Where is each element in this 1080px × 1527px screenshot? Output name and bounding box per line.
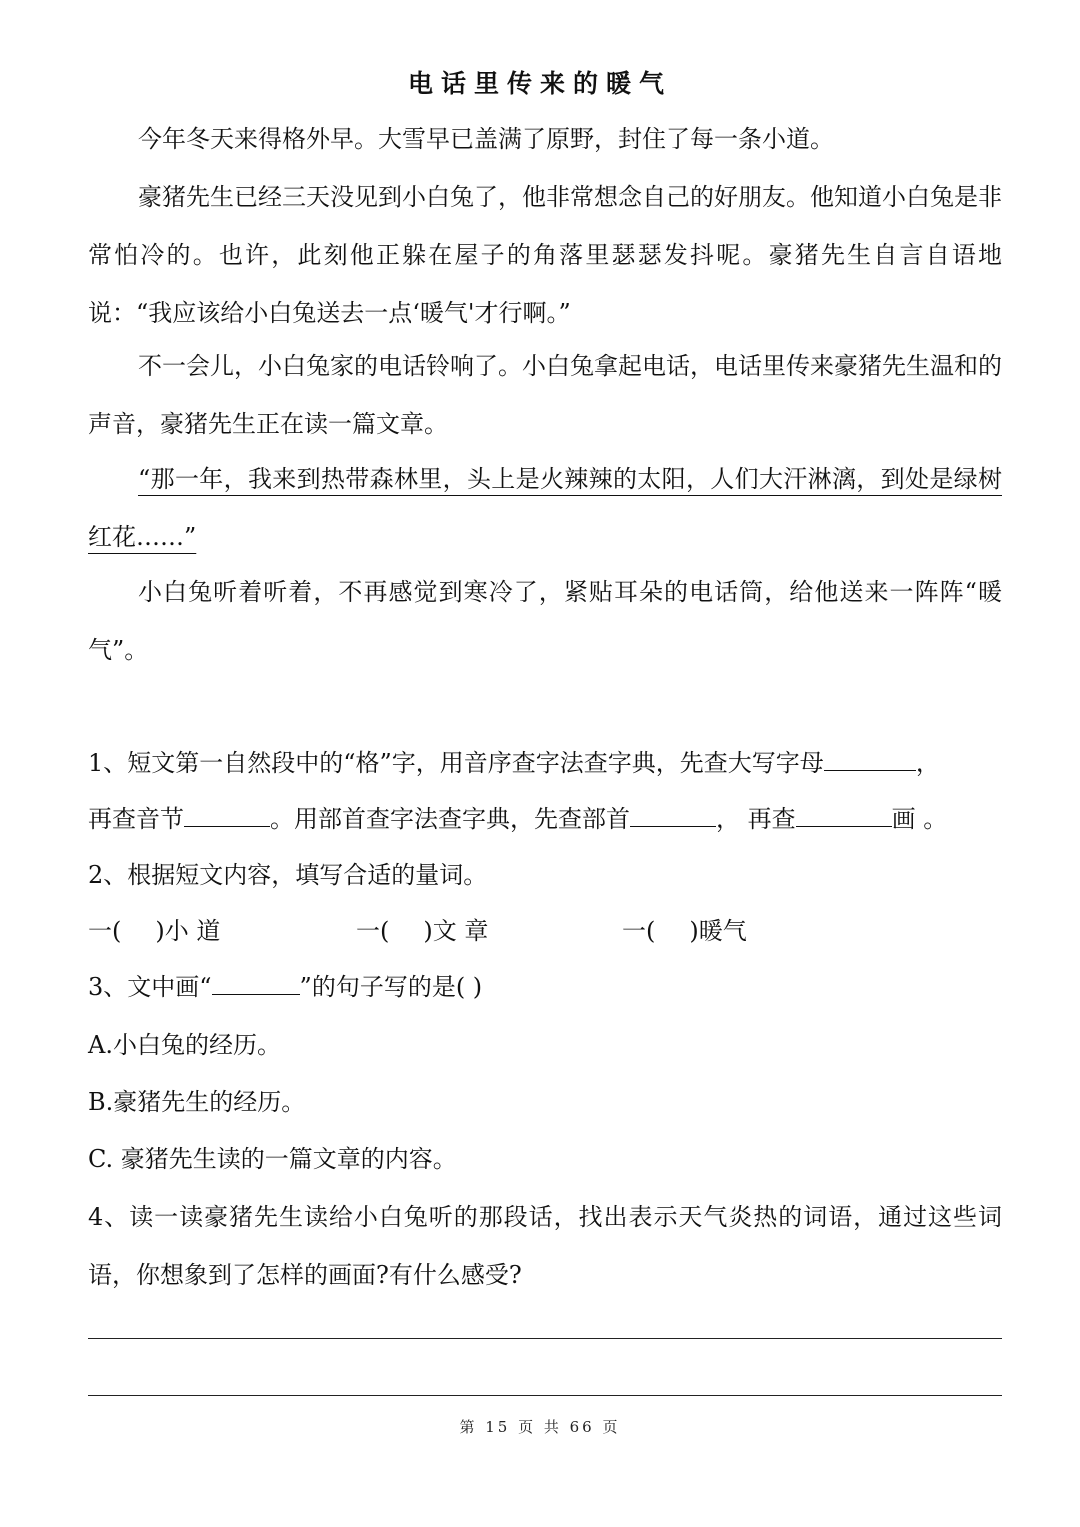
story-paragraph-4-underlined: [88, 450, 1002, 566]
measure-word-item-2: [356, 903, 622, 960]
question-1-text-e: 画 。: [891, 805, 948, 833]
question-1-text-d: ， 再查: [716, 805, 796, 833]
option-b[interactable]: B.豪猪先生的经历。: [88, 1088, 306, 1116]
question-3-text-a: 3、文中画“: [88, 973, 212, 1001]
story-paragraph-3: 不一会儿，小白兔家的电话铃响了。小白兔拿起电话，电话里传来豪猪先生温和的声音，豪猪先生正在读一篇文章。: [88, 352, 1002, 438]
item-3-word: )暖气: [689, 917, 747, 945]
item-1-open: 一(: [88, 917, 122, 945]
question-2-items: [88, 903, 1002, 960]
measure-word-item-3: [622, 903, 747, 960]
question-2: 2、根据短文内容，填写合适的量词。: [88, 861, 488, 889]
story-paragraph-1: 今年冬天来得格外早。大雪早已盖满了原野，封住了每一条小道。: [138, 125, 834, 153]
item-1-word: )小 道: [155, 917, 221, 945]
page-title: 电话里传来的暖气: [407, 69, 672, 98]
item-2-word: )文 章: [423, 917, 489, 945]
underlined-sentence: “那一年，我来到热带森林里，头上是火辣辣的太阳，人们大汗淋漓，到处是绿树红花……”: [88, 465, 1002, 551]
item-2-open: 一(: [356, 917, 390, 945]
answer-line-2[interactable]: [88, 1395, 1002, 1396]
story-paragraph-5: 小白兔听着听着，不再感觉到寒冷了，紧贴耳朵的电话筒，给他送来一阵阵“暖气”。: [88, 578, 1002, 664]
option-a[interactable]: A.小白兔的经历。: [88, 1031, 281, 1059]
blank-syllable[interactable]: [184, 804, 270, 827]
option-c[interactable]: C. 豪猪先生读的一篇文章的内容。: [88, 1145, 457, 1173]
question-3-text-b: ”的句子写的是( ): [299, 973, 483, 1001]
answer-line-1[interactable]: [88, 1338, 1002, 1339]
question-1-line-1: [88, 735, 1002, 792]
question-1-text-b: 再查音节: [88, 805, 184, 833]
blank-stroke-count[interactable]: [796, 804, 892, 827]
question-1-comma: ，: [915, 749, 940, 777]
blank-capital-letter[interactable]: [824, 748, 916, 771]
question-4: 4、读一读豪猪先生读给小白兔听的那段话，找出表示天气炎热的词语，通过这些词语，你想象到了怎样的画面?有什么感受?: [88, 1203, 1002, 1289]
question-3: [88, 959, 1002, 1016]
story-paragraph-2: 豪猪先生已经三天没见到小白兔了，他非常想念自己的好朋友。他知道小白兔是非常怕冷的。也许，此刻他正躲在屋子的角落里瑟瑟发抖呢。豪猪先生自言自语地说：“我应该给小白兔送去一点‘暖气'才行啊。”: [88, 183, 1002, 327]
measure-word-item-1: [88, 903, 356, 960]
question-1-line-2: [88, 791, 1002, 848]
page-number-footer: 第 15 页 共 66 页: [459, 1418, 621, 1436]
item-3-open: 一(: [622, 917, 656, 945]
question-1-text-c: 。用部首查字法查字典，先查部首: [270, 805, 630, 833]
underline-mark-sample: [212, 972, 300, 995]
blank-radical[interactable]: [630, 804, 716, 827]
question-1-text-a: 1、短文第一自然段中的“格”字，用音序查字法查字典，先查大写字母: [88, 749, 824, 777]
